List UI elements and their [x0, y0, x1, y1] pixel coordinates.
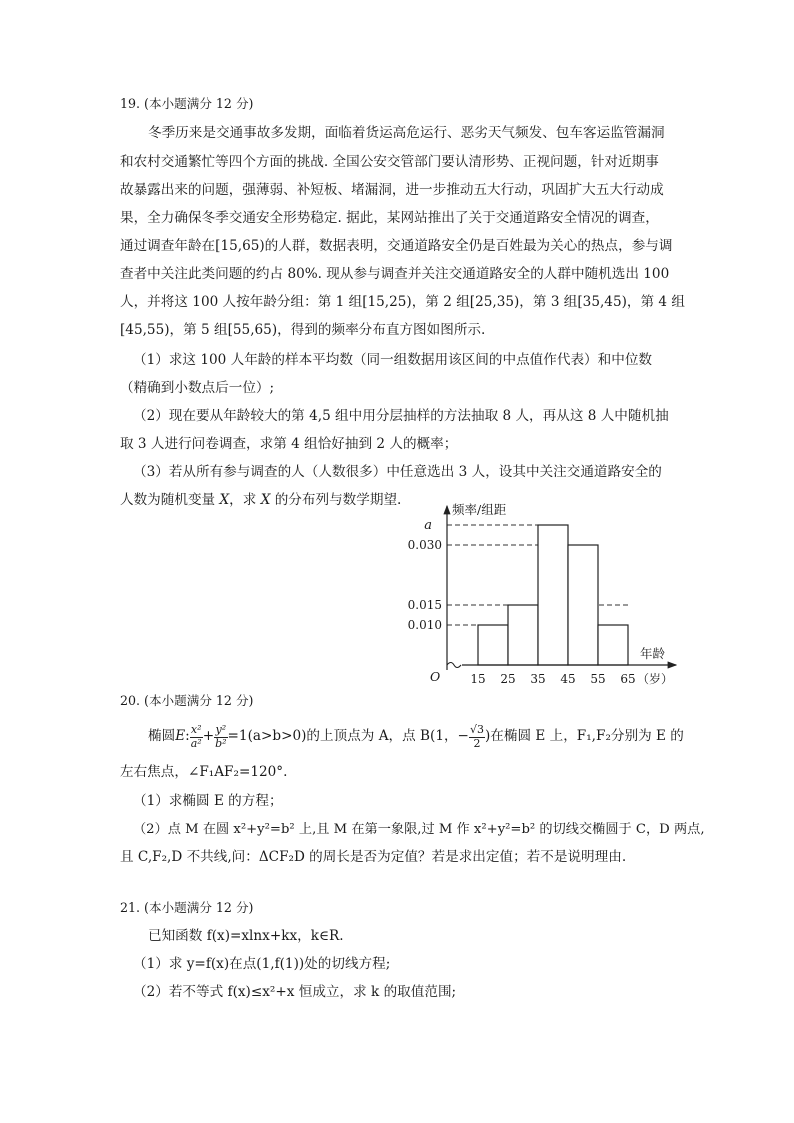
x-tick-label: 45: [560, 672, 576, 686]
q19-part3-text-c: 的分布列与数学期望.: [270, 492, 402, 508]
q19-paragraph-line-5: 通过调查年龄在[15,65)的人群，数据表明，交通道路安全仍是百姓最为关心的热点，参与调: [120, 238, 673, 254]
q19-paragraph-line-7: 人，并将这 100 人按年龄分组：第 1 组[15,25)，第 2 组[25,35)，第 3 组[35,45)，第 4 组: [120, 294, 685, 310]
q19-part3-var-x2: X: [260, 492, 271, 508]
q19-paragraph-line-1: 冬季历来是交通事故多发期，面临着货运高危运行、恶劣天气频发、包车客运监管漏洞: [148, 125, 665, 141]
histogram-bar: [478, 625, 508, 665]
fraction-sqrt-numerator: √3: [469, 723, 484, 737]
q19-paragraph-line-8: [45,55)，第 5 组[55,65)，得到的频率分布直方图如图所示.: [120, 322, 486, 338]
fraction-sqrt3-2: [469, 724, 485, 749]
q20-line-1: [148, 722, 684, 752]
y-label-a: a: [424, 518, 432, 533]
q20-part2-line-1: （2）点 M 在圆 x²+y²=b² 上,且 M 在第一象限,过 M 作 x²+y²=b² 的切线交椭圆于 C，D 两点,: [133, 822, 705, 837]
q19-paragraph-line-3: 故暴露出来的问题，强薄弱、补短板、堵漏洞，进一步推动五大行动，巩固扩大五大行动成: [120, 182, 664, 198]
x-tick-label: 55: [590, 672, 606, 686]
axis-break-mark: [447, 663, 461, 668]
q19-part2-line-2: 取 3 人进行问卷调查，求第 4 组恰好抽到 2 人的概率；: [120, 436, 458, 452]
q19-part3-var-x1: X: [219, 492, 230, 508]
y-axis-title: 频率/组距: [452, 502, 507, 517]
q19-part2-line-1: （2）现在要从年龄较大的第 4,5 组中用分层抽样的方法抽取 8 人，再从这 8 人中随机抽: [133, 408, 669, 424]
q21-part1: （1）求 y=f(x)在点(1,f(1))处的切线方程;: [133, 956, 391, 972]
q20-text-ellipse: 椭圆: [148, 728, 176, 745]
q19-part1-line-2: （精确到小数点后一位）;: [120, 380, 275, 396]
y-tick-label: 0.010: [407, 618, 442, 632]
q20-var-e: E: [175, 728, 186, 745]
q20-part1: （1）求椭圆 E 的方程；: [133, 793, 283, 809]
fraction-y2-b2: [214, 724, 227, 749]
fraction-y-denominator: b²: [215, 736, 227, 750]
q21-header: 21. (本小题满分 12 分): [120, 900, 254, 915]
q19-header: 19. (本小题满分 12 分): [120, 96, 254, 111]
x-tick-label: 15: [470, 672, 486, 686]
y-tick-label: 0.015: [407, 598, 442, 612]
q20-part2-line-2: 且 C,F₂,D 不共线,问：ΔCF₂D 的周长是否为定值？若是求出定值；若不是说明理由.: [120, 849, 627, 865]
histogram-bar: [598, 625, 628, 665]
histogram-bar: [538, 525, 568, 665]
q20-text-foci: )在椭圆 E 上，F₁,F₂分别为 E 的: [484, 728, 684, 745]
q19-part3-line-1: （3）若从所有参与调查的人（人数很多）中任意选出 3 人，设其中关注交通道路安全的: [133, 464, 662, 480]
fraction-x-denominator: a²: [190, 736, 202, 750]
y-tick-label: 0.030: [407, 538, 442, 552]
q19-paragraph-line-6: 查者中关注此类问题的约占 80%. 现从参与调查并关注交通道路安全的人群中随机选出 100: [120, 266, 670, 282]
origin-label: O: [430, 669, 441, 684]
q19-part1-line-1: （1）求这 100 人年龄的样本平均数（同一组数据用该区间的中点值作代表）和中位数: [133, 352, 653, 368]
q19-part3-text-b: ，求: [229, 492, 261, 508]
q19-paragraph-line-4: 果，全力确保冬季交通安全形势稳定. 据此，某网站推出了关于交通道路安全情况的调查，: [120, 210, 659, 226]
x-tick-label: 35: [530, 672, 546, 686]
fraction-x2-a2: [190, 724, 203, 749]
x-tick-label: 25: [500, 672, 516, 686]
histogram-bar: [508, 605, 538, 665]
x-axis-unit: （岁）: [637, 672, 674, 686]
fraction-sqrt-denominator: 2: [473, 736, 481, 750]
q20-text-colon: :: [185, 728, 190, 745]
histogram-bar: [568, 545, 598, 665]
q20-text-condition: =1(a>b>0)的上顶点为 A，点 B(1，−: [227, 728, 469, 745]
x-axis-title: 年龄: [640, 646, 666, 661]
q20-line-2: 左右焦点，∠F₁AF₂=120°.: [120, 764, 288, 780]
q21-line-1: 已知函数 f(x)=xlnx+kx，k∈R.: [148, 928, 344, 944]
q20-header: 20. (本小题满分 12 分): [120, 693, 254, 708]
x-tick-label: 65: [620, 672, 636, 686]
q19-paragraph-line-2: 和农村交通繁忙等四个方面的挑战. 全国公安交管部门要认清形势、正视问题，针对近期事: [120, 154, 659, 170]
fraction-x-numerator: x²: [190, 723, 202, 737]
plus-sign: +: [202, 728, 215, 745]
fraction-y-numerator: y²: [215, 723, 227, 737]
q19-part3-text-a: 人数为随机变量: [120, 492, 220, 508]
q21-part2: （2）若不等式 f(x)≤x²+x 恒成立，求 k 的取值范围;: [133, 984, 457, 1000]
